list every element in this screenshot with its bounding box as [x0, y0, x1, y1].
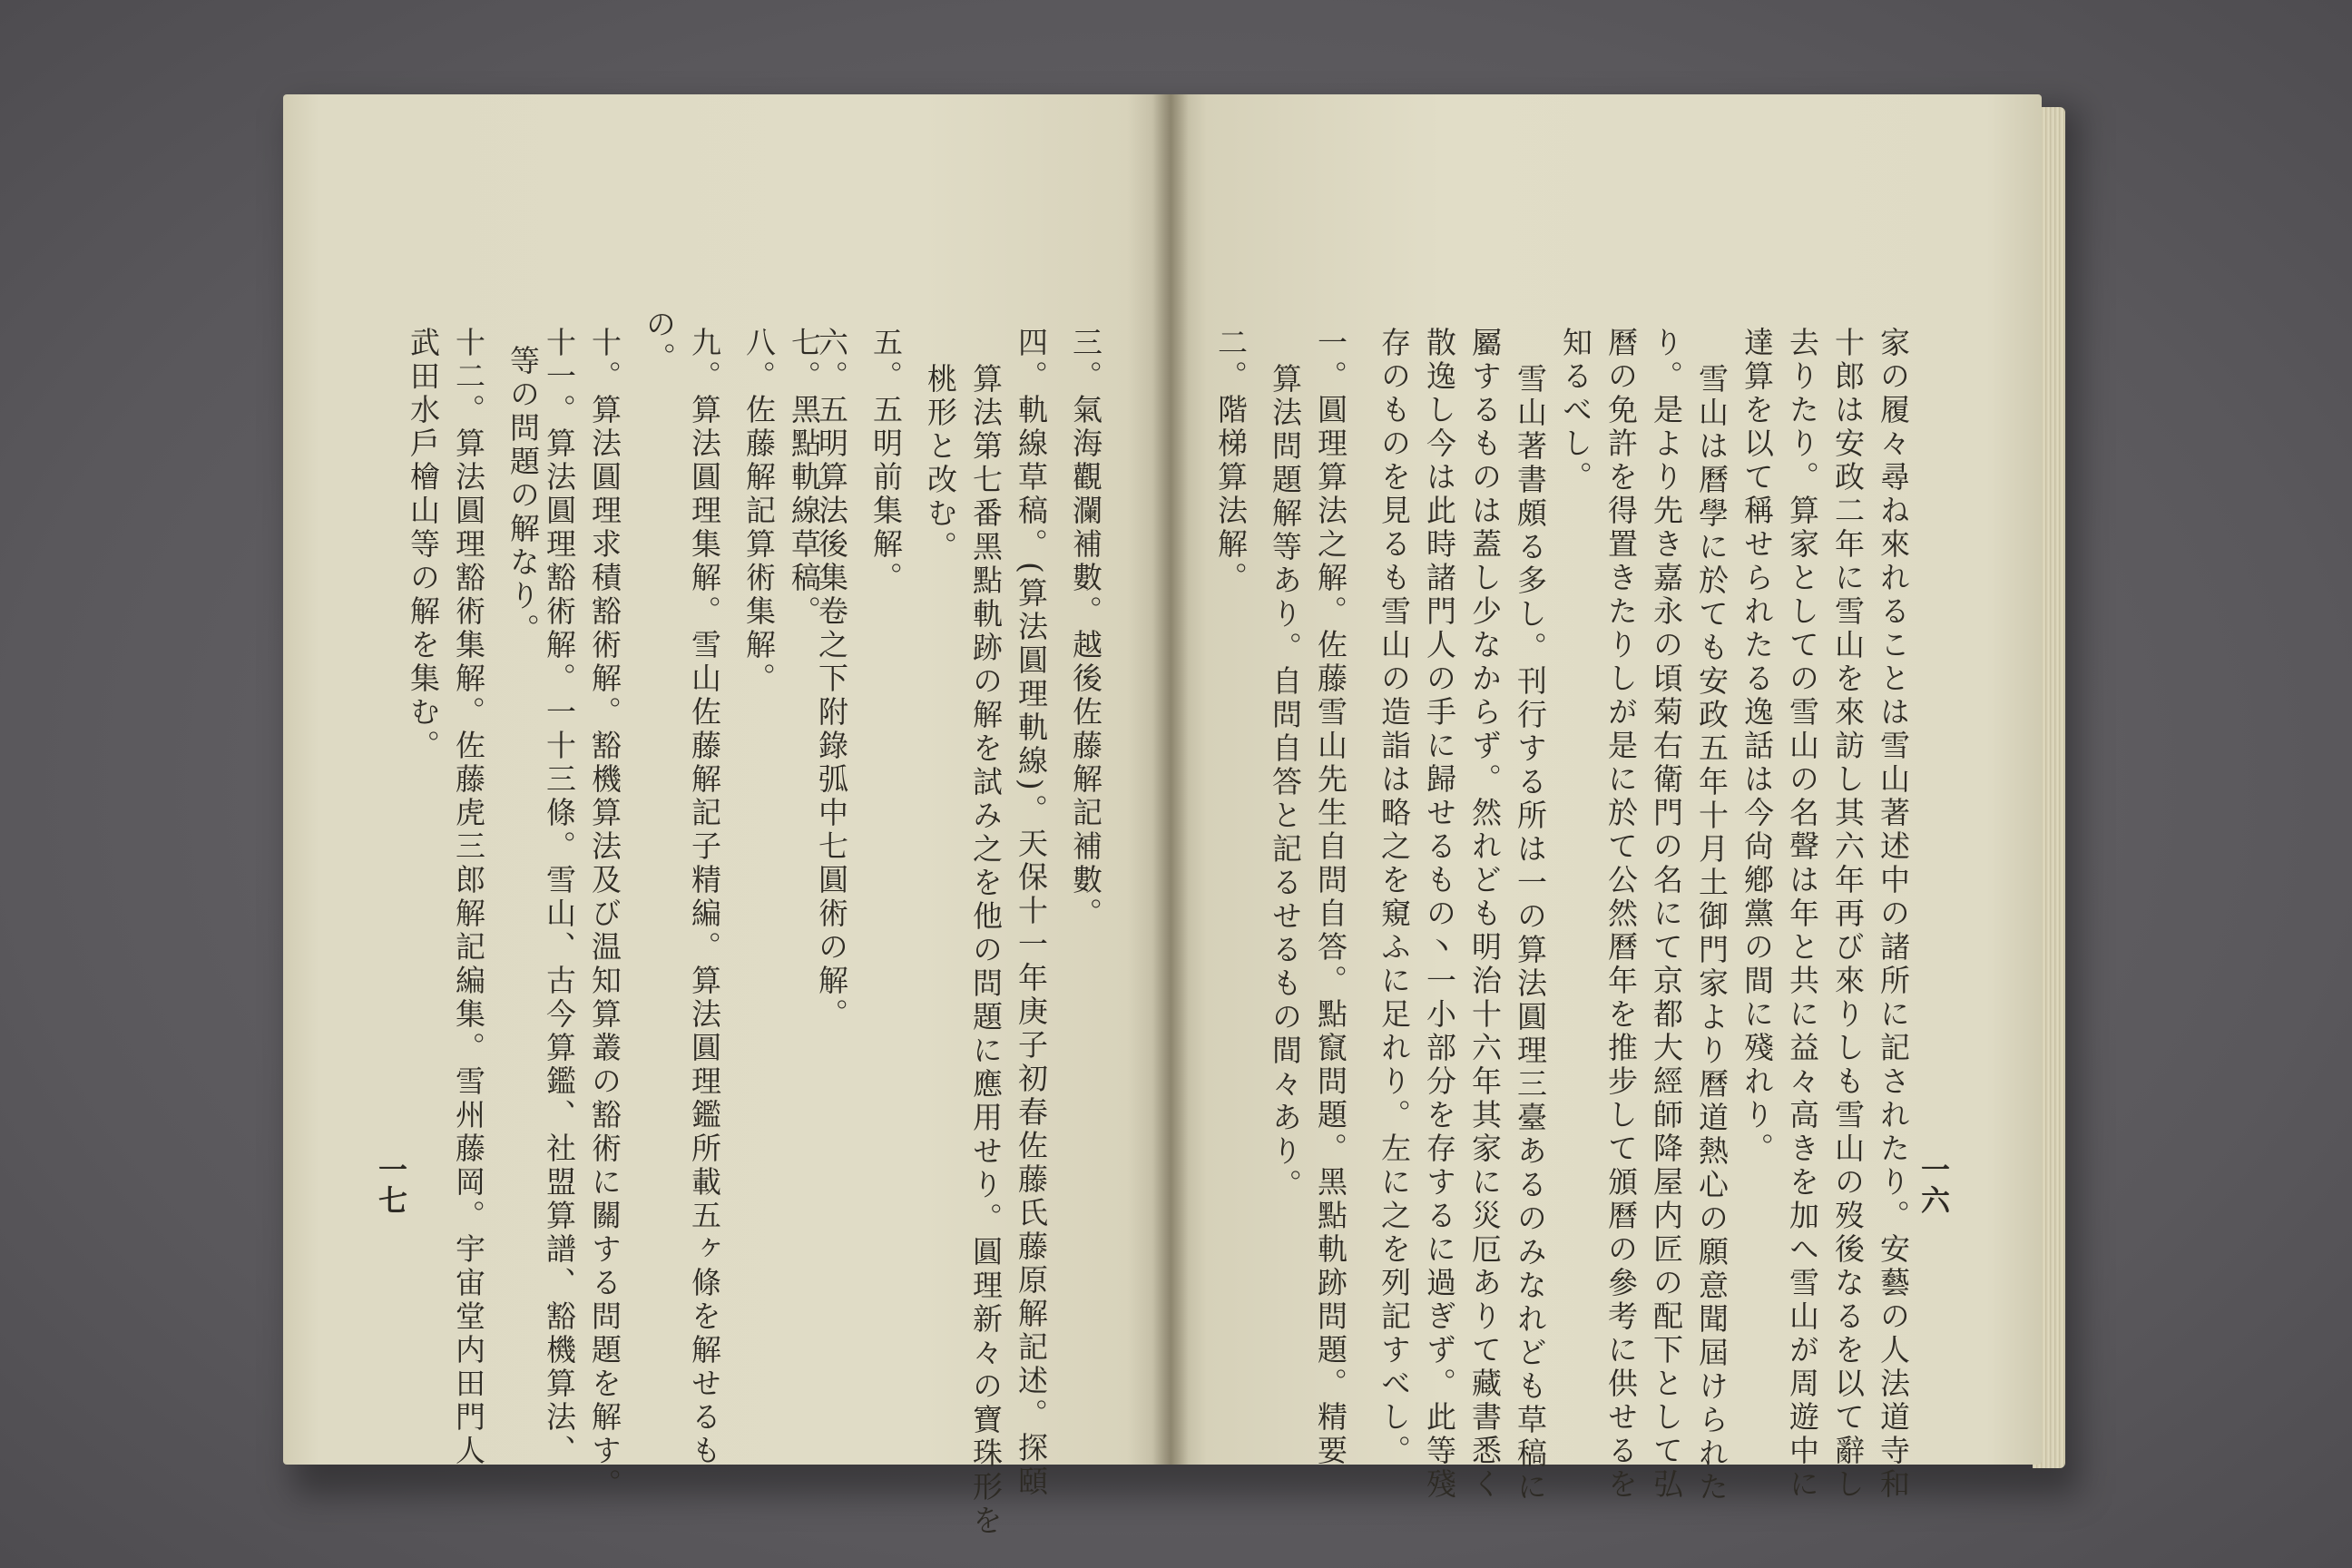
- left-column-13: 等の問題の解なり。: [505, 345, 541, 647]
- right-column-7: 曆の免許を得置きたりしが是に於て公然曆年を推步して頒曆の參考に供せるを: [1603, 327, 1639, 1502]
- right-column-13: 一。圓理算法之解。佐藤雪山先生自問自答。點竄問題。黑點軌跡問題。精要: [1313, 327, 1348, 1468]
- right-column-10: 屬するものは蓋し少なからず。然れども明治十六年其家に災厄ありて藏書悉く: [1467, 327, 1503, 1502]
- left-column-10: の。: [642, 309, 677, 376]
- left-column-14: 十二。算法圓理豁術集解。佐藤虎三郎解記編集。雪州藤岡。宇宙堂内田門人: [451, 327, 486, 1468]
- left-column-8: 八。佐藤解記算術集解。: [741, 327, 777, 696]
- right-column-14: 算法問題解等あり。自問自答と記るせるもの間々あり。: [1268, 363, 1303, 1202]
- right-column-2: 十郎は安政二年に雪山を來訪し其六年再び來りしも雪山の歿後なるを以て辭し: [1830, 327, 1866, 1502]
- left-column-2: 四。軌線草稿。(算法圓理軌線)。天保十一年庚子初春佐藤氏藤原解記述。探頤: [1014, 327, 1049, 1499]
- right-column-6: り。是より先き嘉永の頃菊右衛門の名にて京都大經師降屋内匠の配下として弘: [1649, 327, 1684, 1502]
- right-column-8: 知るべし。: [1558, 327, 1593, 495]
- right-column-15: 二。階梯算法解。: [1213, 327, 1249, 595]
- left-column-7: 七。黑點軌線草稿。: [787, 327, 822, 629]
- left-column-3: 算法第七番黑點軌跡の解を試み之を他の問題に應用せり。圓理新々の寶珠形を: [968, 363, 1004, 1538]
- left-column-6: 六。五明算法後集卷之下附錄弧中七圓術の解。: [814, 327, 849, 1032]
- right-column-9: 雪山著書頗る多し。刊行する所は一の算法圓理三臺あるのみなれども草稿に: [1513, 363, 1548, 1504]
- right-page-number: 一六: [1916, 1154, 1951, 1216]
- left-column-9: 九。算法圓理集解。雪山佐藤解記子精編。算法圓理鑑所載五ヶ條を解せるも: [687, 327, 722, 1468]
- left-column-1: 三。氣海觀瀾補數。越後佐藤解記補數。: [1068, 327, 1103, 931]
- left-column-11: 十。算法圓理求積豁術解。豁機算法及び温知算叢の豁術に關する問題を解す。: [587, 327, 622, 1502]
- right-column-12: 存のものを見るも雪山の造詣は略之を窺ふに足れり。左に之を列記すべし。: [1377, 327, 1412, 1468]
- right-column-4: 達算を以て稱せられたる逸話は今尙鄕黨の間に殘れり。: [1740, 327, 1775, 1166]
- right-column-11: 散逸し今は此時諸門人の手に歸せるもの丶一小部分を存するに過ぎず。此等殘: [1422, 327, 1457, 1502]
- left-column-5: 五。五明前集解。: [868, 327, 904, 595]
- left-page-number: 一七: [374, 1154, 408, 1216]
- left-column-15: 武田水戶檜山等の解を集む。: [406, 327, 441, 763]
- book-gutter: [1152, 94, 1189, 1465]
- right-column-1: 家の履々尋ね來れることは雪山著述中の諸所に記されたり。安藝の人法道寺和: [1876, 327, 1911, 1502]
- right-column-3: 去りたり。算家としての雪山の名聲は年と共に益々高きを加へ雪山が周遊中に: [1785, 327, 1820, 1502]
- left-column-4: 桃形と改む。: [923, 363, 958, 564]
- right-column-5: 雪山は曆學に於ても安政五年十月土御門家より曆道熱心の願意聞屆けられた: [1694, 363, 1730, 1504]
- left-column-12: 十一。算法圓理豁術解。一十三條。雪山、古今算鑑、社盟算譜、豁機算法、: [542, 327, 577, 1468]
